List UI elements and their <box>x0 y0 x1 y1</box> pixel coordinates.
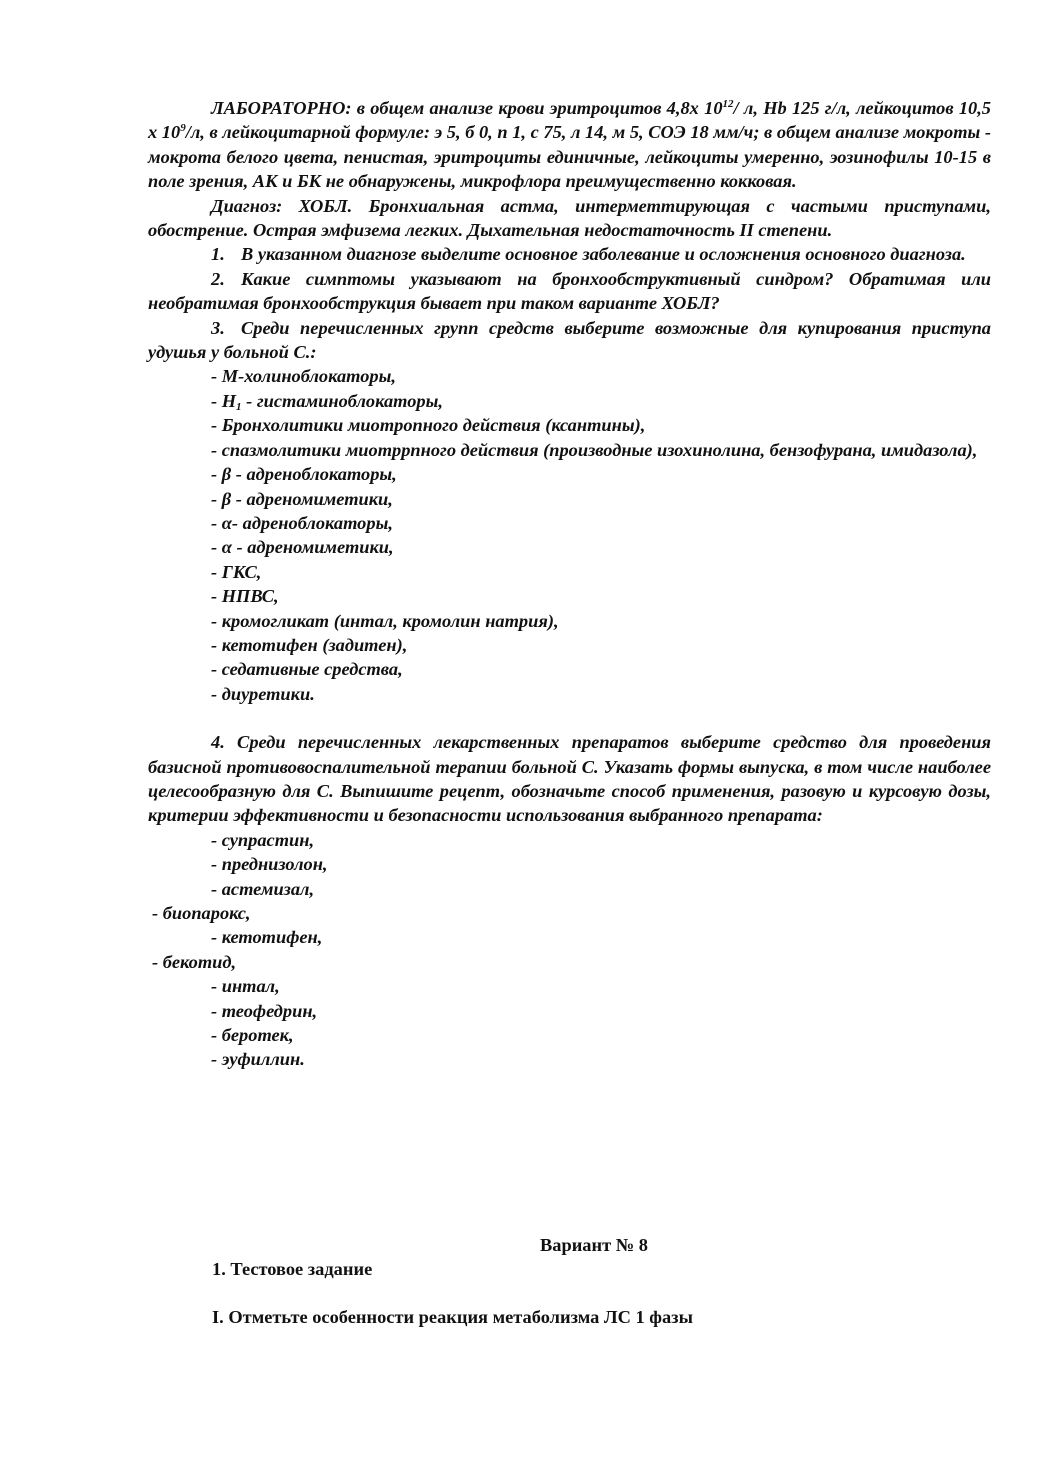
list-item: - теофедрин, <box>211 1000 318 1021</box>
list-item: - α- адреноблокаторы, <box>211 512 393 533</box>
list-item: - М-холиноблокаторы, <box>211 366 396 387</box>
list-item: - супрастин, <box>211 829 315 850</box>
question-4: 4. Среди перечисленных лекарственных препаратов выберите средство для проведения базисной противовоспалительной терапии больной С. Указать формы выпуска, в том числе наиболее целесообразную для С. Выпишите рецепт, обозначьте способ применения, разовую и курсовую дозы, критерии эффективности и безопасности использования выбранного препарата: <box>148 732 991 826</box>
lab-text-2: / л, Hb 125 г/л, лейкоцитов 10,5 х 10 <box>148 98 991 143</box>
question-2-text: Какие симптомы указывают на бронхообструктивный синдром? Обратимая или необратимая бронхообструкция бывает при таком варианте ХОБЛ? <box>148 268 991 314</box>
list-item: - беротек, <box>211 1025 294 1046</box>
test-task-heading: 1. Тестовое задание <box>212 1259 373 1279</box>
section-heading: I. Отметьте особенности реакция метаболизма ЛС 1 фазы <box>212 1307 693 1327</box>
list-item: - β - адреномиметики, <box>211 488 393 509</box>
list-item: - астемизал, <box>211 878 315 899</box>
list-item: - ГКС, <box>211 561 262 582</box>
list-item: - бекотид, <box>152 951 237 972</box>
question-3 <box>148 316 991 365</box>
list-item: - интал, <box>211 976 280 997</box>
list-item: - эуфиллин. <box>211 1049 305 1070</box>
list-item: - НПВС, <box>211 586 279 607</box>
list-item: - кетотифен, <box>211 927 323 948</box>
list-item: - биопарокс, <box>152 903 251 923</box>
list-item: - седативные средства, <box>211 659 403 680</box>
question-1-text: В указанном диагнозе выделите основное заболевание и осложнения основного диагноза. <box>241 244 966 265</box>
lab-paragraph <box>148 96 991 194</box>
lab-text-3: /л, в лейкоцитарной формуле: э 5, б 0, п 1, с 75, л 14, м 5, СОЭ 18 мм/ч; в общем анализе мокроты - мокрота белого цвета, пенистая, эритроциты единичные, лейкоциты умеренно, эозинофилы 10-15 в поле зрения, АК и БК не обнаружены, микрофлора преимущественно кокковая. <box>148 122 991 192</box>
question-4-options <box>148 828 991 1072</box>
question-1 <box>148 242 991 266</box>
question-1-number: 1. <box>211 244 225 265</box>
list-item: - кетотифен (задитен), <box>211 634 408 655</box>
lab-exponent-12: 12 <box>722 98 734 110</box>
document-body <box>148 96 991 1072</box>
question-2-number: 2. <box>211 268 225 289</box>
list-item: - спазмолитики миотррпного действия (производные изохинолина, бензофурана, имидазола), <box>211 439 978 460</box>
question-2 <box>148 267 991 316</box>
list-item-text: - Н <box>211 390 237 411</box>
lab-exponent-9: 9 <box>180 122 186 135</box>
list-item-text: - гистаминоблокаторы, <box>241 390 443 411</box>
variant-heading: Вариант № 8 <box>540 1235 648 1255</box>
question-3-options <box>148 364 991 706</box>
list-item: - β - адреноблокаторы, <box>211 464 397 485</box>
question-3-number: 3. <box>211 317 225 338</box>
diagnosis-paragraph: Диагноз: ХОБЛ. Бронхиальная астма, интерметтирующая с частыми приступами, обострение. Острая эмфизема легких. Дыхательная недостаточность II степени. <box>148 195 991 241</box>
list-item-subscript: 1 <box>236 400 242 413</box>
list-item: - преднизолон, <box>211 854 328 875</box>
list-item: - кромогликат (интал, кромолин натрия), <box>211 610 559 631</box>
list-item: - Бронхолитики миотропного действия (ксантины), <box>211 415 646 436</box>
blank-line <box>148 706 991 730</box>
question-3-text: Среди перечисленных групп средств выберите возможные для купирования приступа удушья у больной С.: <box>148 317 991 363</box>
list-item: - диуретики. <box>211 683 315 704</box>
lab-text-1: ЛАБОРАТОРНО: в общем анализе крови эритроцитов 4,8х 10 <box>211 98 723 118</box>
list-item: - α - адреномиметики, <box>211 537 394 558</box>
list-item <box>148 389 991 413</box>
